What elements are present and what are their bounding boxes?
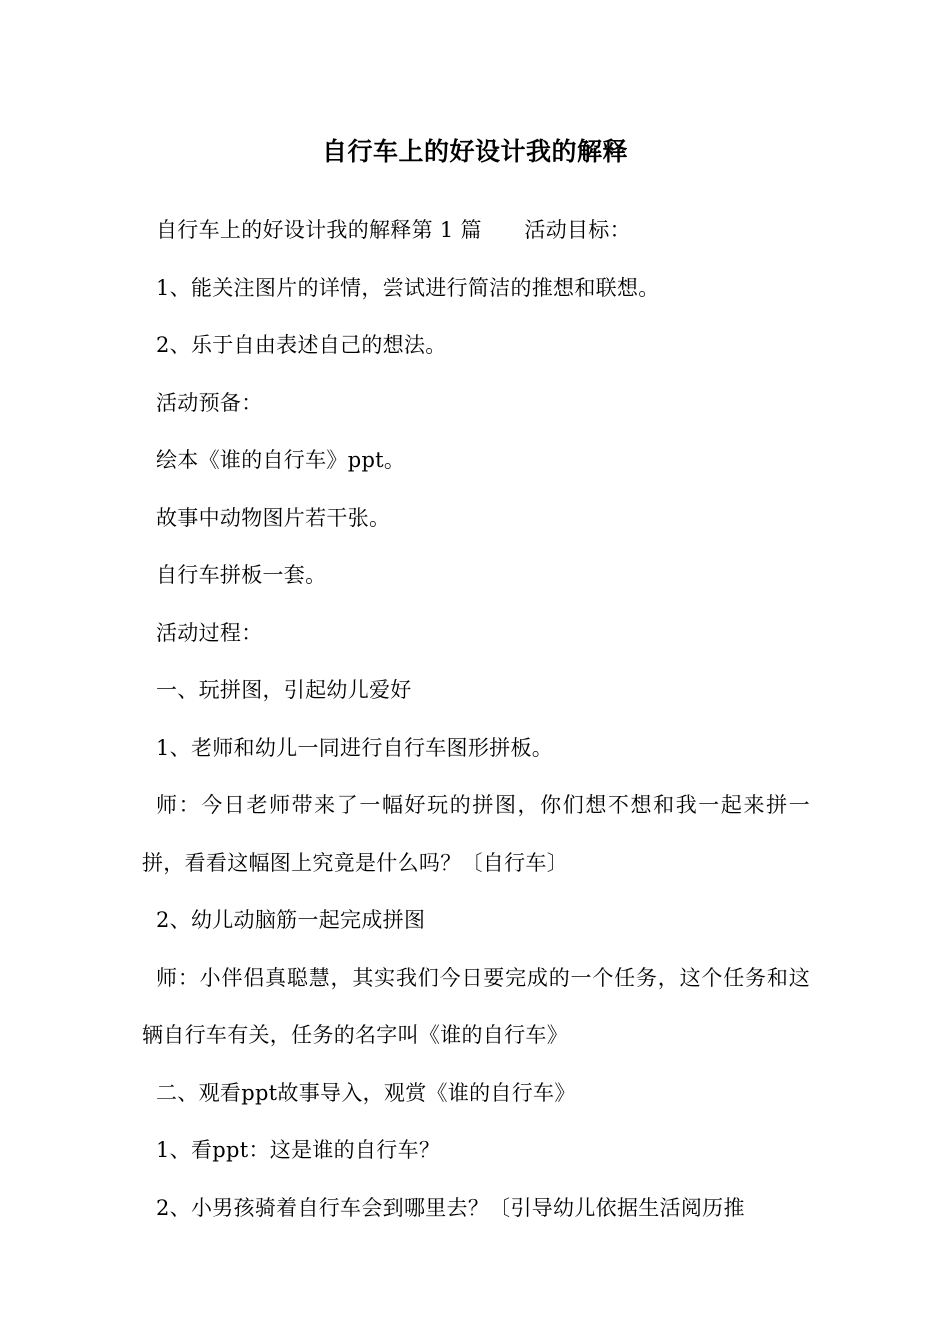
- document-body: [142, 202, 810, 1237]
- paragraph: 2、小男孩骑着自行车会到哪里去？〔引导幼儿依据生活阅历推: [156, 1195, 745, 1220]
- paragraph: 2、幼儿动脑筋一起完成拼图: [156, 908, 426, 932]
- paragraph: 1、能关注图片的详情，尝试进行简洁的推想和联想。: [156, 275, 660, 300]
- paragraph: 活动过程：: [156, 620, 263, 645]
- paragraph: 自行车上的好设计我的解释第 1 篇 活动目标：: [156, 218, 631, 242]
- paragraph: 故事中动物图片若干张。: [156, 505, 391, 530]
- paragraph: 二、观看ppt故事导入，观赏《谁的自行车》: [156, 1080, 576, 1105]
- paragraph: 2、乐于自由表述自己的想法。: [156, 333, 447, 357]
- paragraph: 一、玩拼图，引起幼儿爱好: [156, 678, 412, 702]
- paragraph: 师：今日老师带来了一幅好玩的拼图，你们想不想和我一起来拼一拼，看看这幅图上究竟是什么吗？〔自行车〕: [142, 793, 810, 875]
- paragraph: 绘本《谁的自行车》ppt。: [156, 448, 406, 472]
- paragraph: 1、看ppt：这是谁的自行车？: [156, 1138, 441, 1162]
- document-title: 自行车上的好设计我的解释: [321, 137, 628, 166]
- paragraph: 1、老师和幼儿一同进行自行车图形拼板。: [156, 735, 554, 760]
- paragraph: 活动预备：: [156, 390, 263, 415]
- paragraph: 自行车拼板一套。: [156, 563, 327, 587]
- paragraph: 师：小伴侣真聪慧，其实我们今日要完成的一个任务，这个任务和这辆自行车有关，任务的名字叫《谁的自行车》: [142, 965, 810, 1047]
